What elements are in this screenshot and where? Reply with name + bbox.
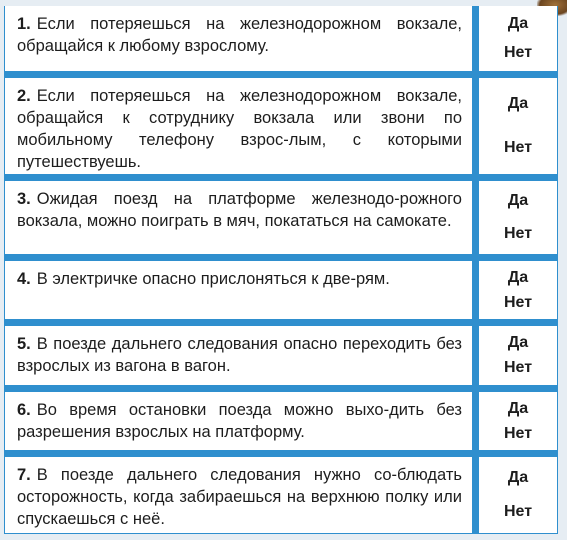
question-text: В поезде дальнего следования опасно переходить без взрослых из вагона в вагон. [17, 335, 462, 375]
answer-cell [479, 78, 557, 174]
question-text-cell [5, 181, 472, 254]
question-text-cell [5, 392, 472, 450]
answer-no-option[interactable]: Нет [503, 139, 533, 156]
answer-no-option[interactable]: Нет [503, 359, 533, 377]
question-text-cell [5, 326, 472, 385]
question-text: Если потеряешься на железнодорожном вокзале, обращайся к сотруднику вокзала или звони по мобильному телефону взрос-лым, с которыми путешествуешь. [17, 87, 462, 171]
question-row-1 [5, 6, 557, 71]
answer-cell [479, 6, 557, 71]
question-row-4 [5, 261, 557, 319]
question-text-cell [5, 6, 472, 71]
column-divider [472, 457, 479, 533]
answer-no-option[interactable]: Нет [503, 293, 533, 311]
answer-cell [479, 457, 557, 533]
question-text: Ожидая поезд на платформе железнодо-рожного вокзала, можно поиграть в мяч, покататься на самокате. [17, 190, 462, 230]
question-row-2 [5, 78, 557, 174]
answer-cell [479, 326, 557, 385]
column-divider [472, 392, 479, 450]
question-number: 1. [17, 15, 31, 33]
answer-no-option[interactable]: Нет [503, 503, 533, 520]
answer-no-option[interactable]: Нет [503, 43, 533, 61]
answer-cell [479, 392, 557, 450]
answer-yes-option[interactable]: Да [507, 469, 529, 486]
question-text-cell [5, 457, 472, 533]
question-text-cell [5, 78, 472, 174]
question-text: Если потеряешься на железнодорожном вокзале, обращайся к любому взрослому. [17, 15, 462, 55]
question-text: В электричке опасно прислоняться к две-рям. [36, 270, 390, 288]
question-row-5 [5, 326, 557, 385]
question-text-cell [5, 261, 472, 319]
answer-yes-option[interactable]: Да [507, 192, 529, 210]
answer-cell [479, 181, 557, 254]
question-number: 5. [17, 335, 31, 353]
question-text: В поезде дальнего следования нужно со-блюдать осторожность, когда забираешься на верхнюю полку или спускаешься с неё. [17, 466, 462, 528]
answer-yes-option[interactable]: Да [507, 333, 529, 351]
question-number: 7. [17, 466, 31, 484]
answer-no-option[interactable]: Нет [503, 424, 533, 442]
question-number: 2. [17, 87, 31, 105]
column-divider [472, 261, 479, 319]
question-text: Во время остановки поезда можно выхо-дить без разрешения взрослых на платформу. [17, 401, 462, 441]
question-number: 4. [17, 270, 31, 288]
column-divider [472, 181, 479, 254]
question-row-6 [5, 392, 557, 450]
answer-yes-option[interactable]: Да [507, 268, 529, 286]
question-row-7 [5, 457, 557, 533]
answer-yes-option[interactable]: Да [507, 399, 529, 417]
question-row-3 [5, 181, 557, 254]
answer-yes-option[interactable]: Да [507, 95, 529, 112]
answer-yes-option[interactable]: Да [507, 15, 529, 33]
column-divider [472, 326, 479, 385]
question-number: 3. [17, 190, 31, 208]
answer-no-option[interactable]: Нет [503, 224, 533, 242]
column-divider [472, 6, 479, 71]
quiz-table [4, 6, 558, 534]
answer-cell [479, 261, 557, 319]
question-number: 6. [17, 401, 31, 419]
column-divider [472, 78, 479, 174]
